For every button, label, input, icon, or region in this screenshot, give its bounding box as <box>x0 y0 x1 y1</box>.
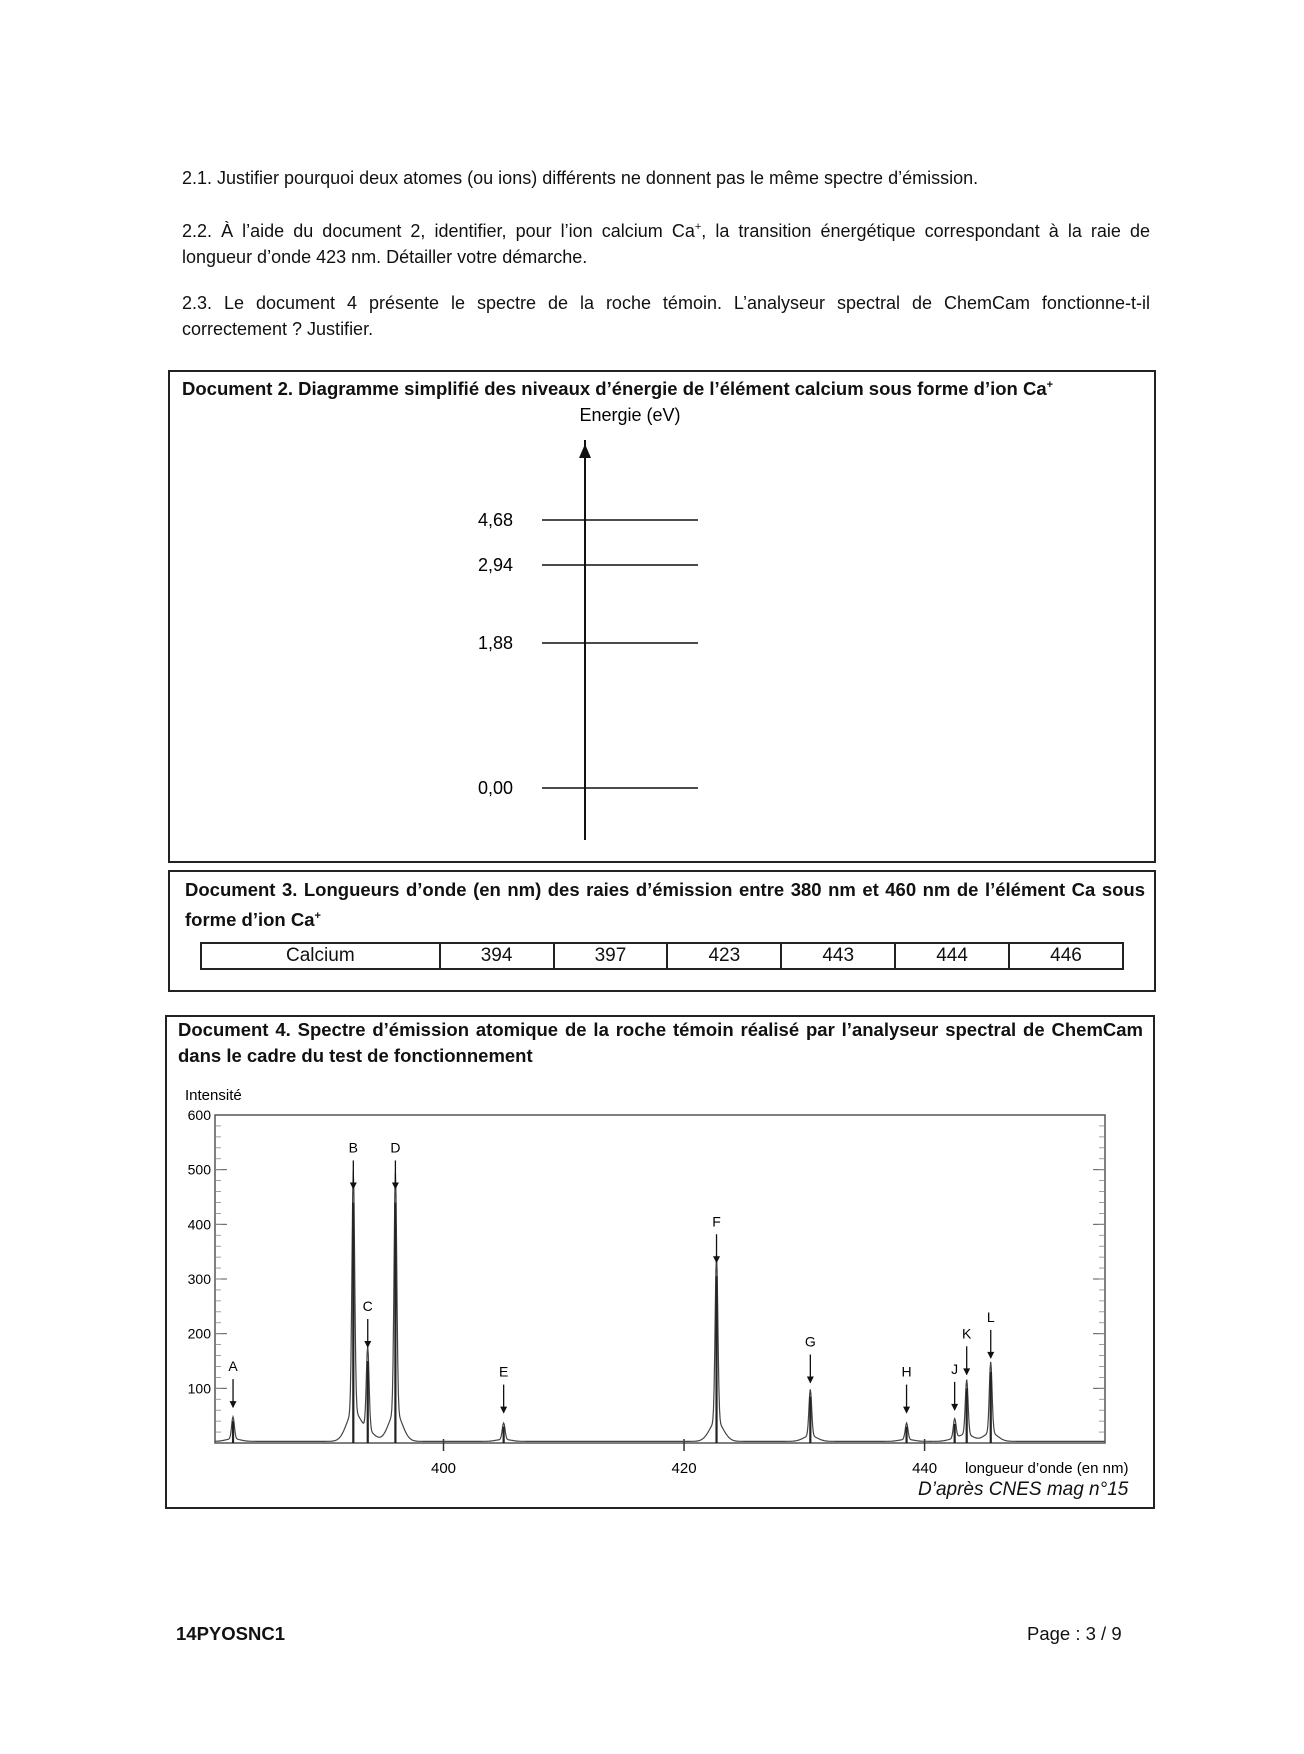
y-tick-label: 300 <box>187 1271 211 1287</box>
energy-level-label: 4,68 <box>477 510 513 530</box>
x-tick-label: 440 <box>912 1460 938 1477</box>
peak-label: K <box>962 1325 972 1342</box>
document-3-title <box>185 877 1145 933</box>
energy-level-label: 1,88 <box>477 633 513 653</box>
peak-arrowhead <box>951 1404 958 1411</box>
peak-label: H <box>901 1363 912 1380</box>
peak-arrowhead <box>963 1368 970 1375</box>
peak-arrowhead <box>987 1352 994 1359</box>
y-tick-label: 100 <box>187 1380 211 1397</box>
table-cell: 443 <box>781 943 895 969</box>
document-4-title: Document 4. Spectre d’émission atomique de la roche témoin réalisé par l’analyseur spectral de ChemCam dans le cadre du test de fonctionnement <box>178 1019 1143 1066</box>
y-tick-label: 400 <box>187 1216 211 1233</box>
energy-levels <box>478 510 698 798</box>
peak-arrowhead <box>364 1341 371 1348</box>
table-cell: 397 <box>554 943 668 969</box>
document-2-title-sup: + <box>1046 379 1054 391</box>
x-axis-label: longueur d’onde (en nm) <box>965 1460 1129 1477</box>
y-tick-label: 500 <box>187 1161 211 1178</box>
peak-label: A <box>228 1358 238 1375</box>
energy-level-label: 0,00 <box>477 778 513 798</box>
question-2-2-text-b: , la transition énergétique correspondant à la raie de longueur d’onde 423 nm. Détailler votre démarche. <box>182 221 1150 267</box>
table-cell: 444 <box>895 943 1009 969</box>
question-2-2 <box>182 214 1150 270</box>
y-tick-label: 600 <box>187 1107 211 1123</box>
document-2-title-text: Document 2. Diagramme simplifié des niveaux d’énergie de l’élément calcium sous forme d’ion Ca <box>182 378 1047 400</box>
plot-frame <box>215 1115 1105 1443</box>
document-3-title-text: Document 3. Longueurs d’onde (en nm) des raies d’émission entre 380 nm et 460 nm de l’élément Ca sous forme d’ion Ca <box>185 879 1145 931</box>
energy-axis-arrowhead <box>579 444 591 458</box>
document-code: 14PYOSNC1 <box>176 1623 285 1644</box>
peak-arrowhead <box>392 1182 399 1189</box>
x-ticks <box>431 1439 937 1477</box>
peak-arrowhead <box>350 1182 357 1189</box>
peak-label: L <box>986 1308 995 1325</box>
question-2-3: 2.3. Le document 4 présente le spectre de la roche témoin. L’analyseur spectral de ChemCam fonctionne-t-il correctement ? Justifier. <box>182 293 1150 339</box>
x-tick-label: 400 <box>430 1460 457 1477</box>
peak-label: D <box>390 1139 401 1156</box>
energy-axis-label: Energie (eV) <box>579 405 681 425</box>
peak-label: J <box>951 1360 959 1377</box>
peak-arrowhead <box>807 1377 814 1384</box>
peak-arrowhead <box>500 1407 507 1414</box>
table-cell: 446 <box>1009 943 1123 969</box>
emission-spectrum-chart <box>165 1080 1155 1480</box>
question-2-2-sup: + <box>694 221 702 233</box>
question-2-2-text-a: 2.2. À l’aide du document 2, identifier, pour l’ion calcium Ca <box>182 221 695 241</box>
table-row <box>201 943 1123 969</box>
peak-arrowhead <box>713 1256 720 1263</box>
peak-arrowhead <box>230 1401 237 1408</box>
peak-label: F <box>712 1213 721 1230</box>
peak-arrowhead <box>903 1407 910 1414</box>
peak-label: C <box>362 1298 373 1314</box>
peak-label: E <box>498 1363 509 1380</box>
y-axis-label: Intensité <box>185 1087 242 1104</box>
energy-level-label: 2,94 <box>477 555 513 575</box>
table-cell: 394 <box>440 943 554 969</box>
calcium-wavelength-table <box>200 942 1124 970</box>
energy-diagram <box>168 370 1156 863</box>
table-cell: 423 <box>667 943 781 969</box>
document-3-title-sup: + <box>314 910 321 922</box>
x-tick-label: 420 <box>671 1460 697 1477</box>
peak-label: G <box>804 1333 816 1350</box>
spectrum-peaks <box>228 1139 994 1443</box>
source-credit: D’après CNES mag n°15 <box>918 1479 1129 1500</box>
spectrum-line <box>215 1171 1104 1442</box>
peak-label: B <box>348 1139 358 1156</box>
question-2-1: 2.1. Justifier pourquoi deux atomes (ou ions) différents ne donnent pas le même spectre d’émission. <box>182 168 979 188</box>
table-row-label: Calcium <box>201 943 440 969</box>
page-number: Page : 3 / 9 <box>1027 1623 1122 1644</box>
y-tick-label: 200 <box>187 1325 211 1342</box>
